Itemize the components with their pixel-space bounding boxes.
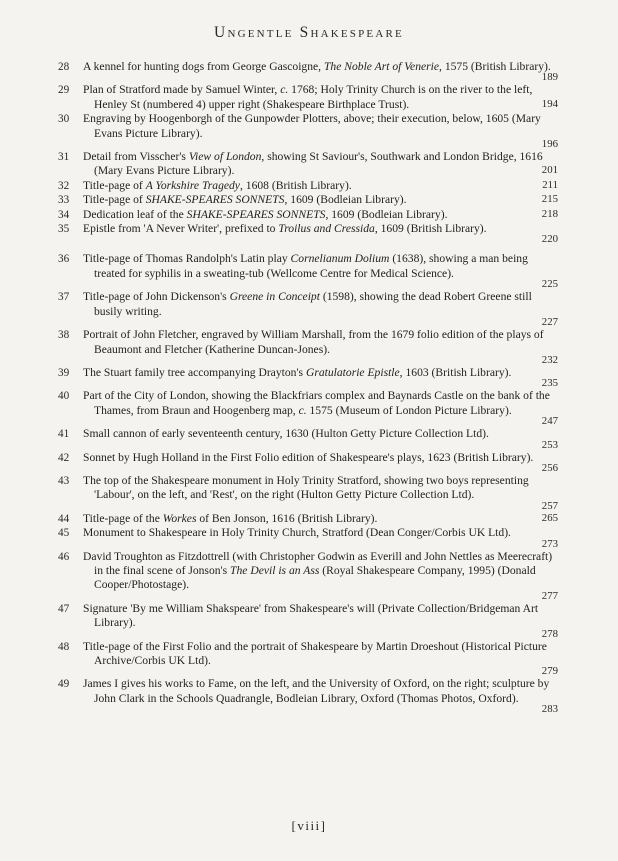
list-item xyxy=(60,474,558,512)
entry-caption: Title-page of Thomas Randolph's Latin play Cornelianum Dolium (1638), showing a man being treated for syphilis in a sweating-tub (Wellcome Centre for Medical Science). xyxy=(83,252,528,280)
entry-number: 38 xyxy=(58,329,70,342)
entry-page-number: 194 xyxy=(541,97,558,110)
entry-caption: Title-page of the First Folio and the portrait of Shakespeare by Martin Droeshout (Historical Picture Archive/Corbis UK Ltd). xyxy=(83,639,547,667)
entry-page-number: 235 xyxy=(541,377,558,390)
entry-caption: Title-page of the Workes of Ben Jonson, 1616 (British Library). 265 xyxy=(83,511,558,525)
entry-caption: Plan of Stratford made by Samuel Winter, c. 1768; Holy Trinity Church is on the river to the left, Henley St (numbered 4) upper right (Shakespeare Birthplace Trust). 194 xyxy=(83,83,558,111)
entry-caption: Portrait of John Fletcher, engraved by William Marshall, from the 1679 folio edition of the plays of Beaumont and Fletcher (Katherine Duncan-Jones). xyxy=(83,328,544,356)
list-of-illustrations xyxy=(60,60,558,715)
entry-number: 30 xyxy=(58,113,70,126)
entry-number: 28 xyxy=(58,61,70,73)
entry-caption: Part of the City of London, showing the Blackfriars complex and Baynards Castle on the bank of the Thames, from Braun and Hoogenberg map, c. 1575 (Museum of London Picture Library). xyxy=(83,389,550,417)
entry-page-number: 265 xyxy=(541,511,558,524)
entry-number: 42 xyxy=(58,451,70,464)
list-item xyxy=(60,366,558,389)
entry-number: 44 xyxy=(58,512,70,525)
entry-caption: Monument to Shakespeare in Holy Trinity Church, Stratford (Dean Conger/Corbis UK Ltd). xyxy=(83,526,511,540)
list-item xyxy=(60,179,558,193)
entry-page-number: 189 xyxy=(541,71,558,84)
entry-page-number: 253 xyxy=(541,438,558,451)
entry-caption: David Troughton as Fitzdottrell (with Christopher Godwin as Everill and John Nettles as Meerecraft) in the final scene of Jonson's The Devil is an Ass (Royal Shakespeare Company, 1995) (Donald Cooper/Photostage). xyxy=(83,549,553,592)
entry-page-number: 201 xyxy=(541,164,558,177)
entry-page-number: 277 xyxy=(541,589,558,602)
entry-caption: Epistle from 'A Never Writer', prefixed to Troilus and Cressida, 1609 (British Library). xyxy=(83,222,487,236)
list-item xyxy=(60,193,558,207)
entry-number: 47 xyxy=(58,602,70,615)
entry-page-number: 283 xyxy=(541,703,558,716)
list-item xyxy=(60,677,558,715)
list-item xyxy=(60,427,558,450)
entry-number: 48 xyxy=(58,640,70,653)
list-item xyxy=(60,290,558,328)
entry-number: 45 xyxy=(58,527,70,540)
entry-page-number: 215 xyxy=(541,193,558,206)
entry-caption: Dedication leaf of the SHAKE-SPEARES SONNETS, 1609 (Bodleian Library). 218 xyxy=(83,207,558,221)
list-item xyxy=(60,222,558,245)
entry-page-number: 218 xyxy=(541,207,558,220)
entry-page-number: 247 xyxy=(541,415,558,428)
list-item xyxy=(60,112,558,150)
entry-page-number: 256 xyxy=(541,461,558,474)
page-folio: [viii] xyxy=(291,818,327,833)
entry-page-number: 232 xyxy=(541,353,558,366)
list-item xyxy=(60,328,558,366)
list-item xyxy=(60,252,558,290)
entry-caption: Title-page of SHAKE-SPEARES SONNETS, 1609 (Bodleian Library). 215 xyxy=(83,193,558,207)
entry-caption: Engraving by Hoogenborgh of the Gunpowder Plotters, above; their execution, below, 1605 (Mary Evans Picture Library). xyxy=(83,112,541,140)
list-item xyxy=(60,208,558,222)
entry-page-number: 225 xyxy=(541,278,558,291)
entry-caption: James I gives his works to Fame, on the left, and the University of Oxford, on the right; sculpture by John Clark in the Schools Quadrangle, Bodleian Library, Oxford (Thomas Photos, Oxford). xyxy=(83,677,550,705)
entry-number: 43 xyxy=(58,474,70,487)
entry-number: 32 xyxy=(58,179,70,192)
list-item xyxy=(60,451,558,474)
entry-caption: Signature 'By me William Shakspeare' from Shakespeare's will (Private Collection/Bridgeman Art Library). xyxy=(83,601,539,630)
entry-caption: The top of the Shakespeare monument in Holy Trinity Stratford, showing two boys representing 'Labour', on the left, and 'Rest', on the right (Hulton Getty Picture Collection Ltd). xyxy=(83,473,529,502)
list-item xyxy=(60,150,558,179)
list-item xyxy=(60,389,558,427)
entry-caption: A kennel for hunting dogs from George Gascoigne, The Noble Art of Venerie, 1575 (British Library). xyxy=(83,60,551,73)
list-item xyxy=(60,512,558,526)
entry-number: 46 xyxy=(58,550,70,563)
entry-page-number: 279 xyxy=(541,665,558,678)
entry-caption: Detail from Visscher's View of London, showing St Saviour's, Southwark and London Bridge, 1616 (Mary Evans Picture Library). 201 xyxy=(83,150,558,178)
entry-caption: Sonnet by Hugh Holland in the First Folio edition of Shakespeare's plays, 1623 (British Library). xyxy=(83,450,534,464)
list-item xyxy=(60,83,558,112)
entry-number: 39 xyxy=(58,366,70,379)
list-item xyxy=(60,640,558,678)
entry-page-number: 227 xyxy=(541,316,558,329)
entry-number: 34 xyxy=(58,208,70,221)
list-item xyxy=(60,526,558,549)
running-head: Ungentle Shakespeare xyxy=(214,24,404,41)
entry-number: 41 xyxy=(58,428,70,441)
entry-number: 33 xyxy=(58,194,70,207)
entry-caption: Small cannon of early seventeenth century, 1630 (Hulton Getty Picture Collection Ltd). xyxy=(83,427,489,441)
list-item xyxy=(60,60,558,83)
entry-caption: Title-page of John Dickenson's Greene in Conceipt (1598), showing the dead Robert Greene still busily writing. xyxy=(83,290,532,318)
entry-page-number: 211 xyxy=(542,178,558,191)
entry-number: 36 xyxy=(58,253,70,266)
entry-caption: The Stuart family tree accompanying Drayton's Gratulatorie Epistle, 1603 (British Library). xyxy=(83,365,512,379)
entry-page-number: 257 xyxy=(541,499,558,512)
entry-number: 40 xyxy=(58,390,70,403)
entry-page-number: 220 xyxy=(541,233,558,246)
entry-number: 37 xyxy=(58,291,70,304)
entry-caption: Title-page of A Yorkshire Tragedy, 1608 (British Library). 211 xyxy=(83,178,558,192)
list-item xyxy=(60,550,558,602)
entry-number: 31 xyxy=(58,151,70,164)
list-item xyxy=(60,602,558,640)
entry-page-number: 196 xyxy=(541,138,558,151)
entry-number: 49 xyxy=(58,678,70,691)
entry-page-number: 278 xyxy=(541,627,558,640)
entry-page-number: 273 xyxy=(541,537,558,550)
entry-number: 35 xyxy=(58,223,70,236)
entry-number: 29 xyxy=(58,84,70,97)
